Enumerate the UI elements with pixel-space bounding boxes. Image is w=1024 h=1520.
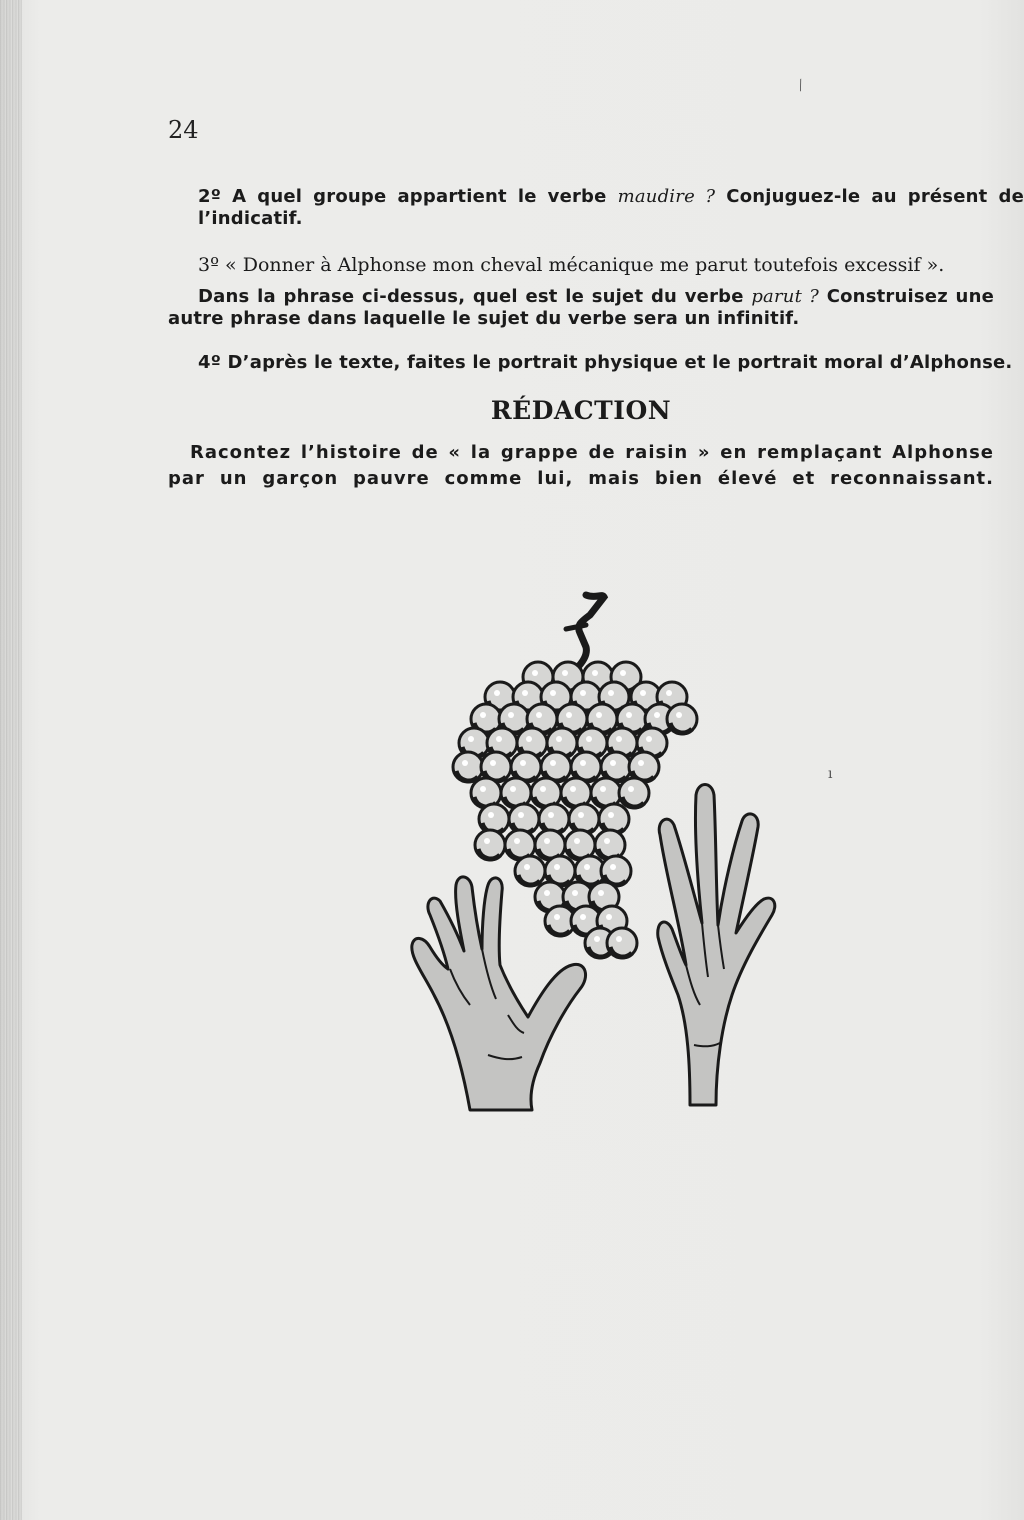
redaction-line-2: par un garçon pauvre comme lui, mais bien élevé et reconnaissant. [168, 468, 994, 489]
grape-highlight [610, 760, 616, 766]
question-4: 4º D’après le texte, faites le portrait physique et le portrait moral d’Alphonse. [198, 352, 1013, 373]
grape-highlight [646, 736, 652, 742]
question-3-prefix: Dans la phrase ci-dessus, quel est le sujet du verbe [198, 286, 752, 307]
grape-highlight [580, 914, 586, 920]
grape-highlight [608, 690, 614, 696]
grape-highlight [574, 838, 580, 844]
grape-highlight [540, 786, 546, 792]
grape-highlight [640, 690, 646, 696]
grape-highlight [610, 864, 616, 870]
grape-highlight [606, 914, 612, 920]
ink-speck: ı [828, 766, 833, 782]
grape-highlight [554, 864, 560, 870]
question-3 [168, 286, 994, 330]
page-number: 24 [168, 116, 199, 144]
grape-highlight [676, 712, 682, 718]
redaction-line-1: Racontez l’histoire de « la grappe de raisin » en remplaçant Alphonse [190, 442, 994, 463]
grape-highlight [508, 712, 514, 718]
grape-highlight [586, 736, 592, 742]
grape-highlight [580, 690, 586, 696]
grape-highlight [544, 890, 550, 896]
grape-highlight [462, 760, 468, 766]
grape-highlight [544, 838, 550, 844]
right-hand [658, 785, 775, 1106]
grape-highlight [616, 936, 622, 942]
grape-highlight [488, 812, 494, 818]
grape-highlight [600, 786, 606, 792]
grape-stem [576, 595, 604, 669]
grape-highlight [480, 786, 486, 792]
grape-highlight [570, 786, 576, 792]
grape-highlight [496, 736, 502, 742]
grape-highlight [608, 812, 614, 818]
grape-highlight [666, 690, 672, 696]
grape-highlight [598, 890, 604, 896]
grape-highlight [580, 760, 586, 766]
grape-highlight [554, 914, 560, 920]
grape-highlight [628, 786, 634, 792]
grape-highlight [514, 838, 520, 844]
grape-highlight [494, 690, 500, 696]
grape-highlight [578, 812, 584, 818]
pencil-mark: ⁄ [796, 78, 807, 94]
grape-highlight [584, 864, 590, 870]
question-2-prefix: 2º A quel groupe appartient le verbe [198, 186, 618, 207]
grape-highlight [524, 864, 530, 870]
grapes-and-hands-icon [390, 585, 790, 1125]
grape-highlight [566, 712, 572, 718]
grape-highlight [520, 760, 526, 766]
grape-highlight [596, 712, 602, 718]
grape-highlight [480, 712, 486, 718]
grape-highlight [548, 812, 554, 818]
grape-highlight [484, 838, 490, 844]
grape-highlight [532, 670, 538, 676]
grape-highlight [594, 936, 600, 942]
redaction-prompt [168, 440, 994, 492]
grape-highlight [490, 760, 496, 766]
grape-highlight [572, 890, 578, 896]
grape-highlight [638, 760, 644, 766]
grape-highlight [616, 736, 622, 742]
section-title: RÉDACTION [490, 396, 672, 425]
question-2-suffix: Conjuguez-le au présent de l’indicatif. [198, 186, 1024, 229]
grape-highlight [556, 736, 562, 742]
grape-highlight [526, 736, 532, 742]
grape-highlight [518, 812, 524, 818]
grape-highlight [654, 712, 660, 718]
grape-highlight [468, 736, 474, 742]
grape-highlight [620, 670, 626, 676]
question-3-quote: 3º « Donner à Alphonse mon cheval mécanique me parut toutefois excessif ». [198, 254, 945, 276]
grape-highlight [536, 712, 542, 718]
question-3-verb: parut ? [751, 286, 820, 307]
grape-highlight [522, 690, 528, 696]
question-2 [168, 186, 1024, 230]
grape-highlight [592, 670, 598, 676]
grape-highlight [550, 690, 556, 696]
grape-highlight [626, 712, 632, 718]
question-2-verb: maudire ? [617, 186, 716, 207]
question-3-suffix: Construisez une autre phrase dans laquelle le sujet du verbe sera un infinitif. [168, 286, 994, 329]
grape-highlight [562, 670, 568, 676]
grape-highlight [550, 760, 556, 766]
page-edge [0, 0, 22, 1520]
grape-highlight [510, 786, 516, 792]
grape-highlight [604, 838, 610, 844]
